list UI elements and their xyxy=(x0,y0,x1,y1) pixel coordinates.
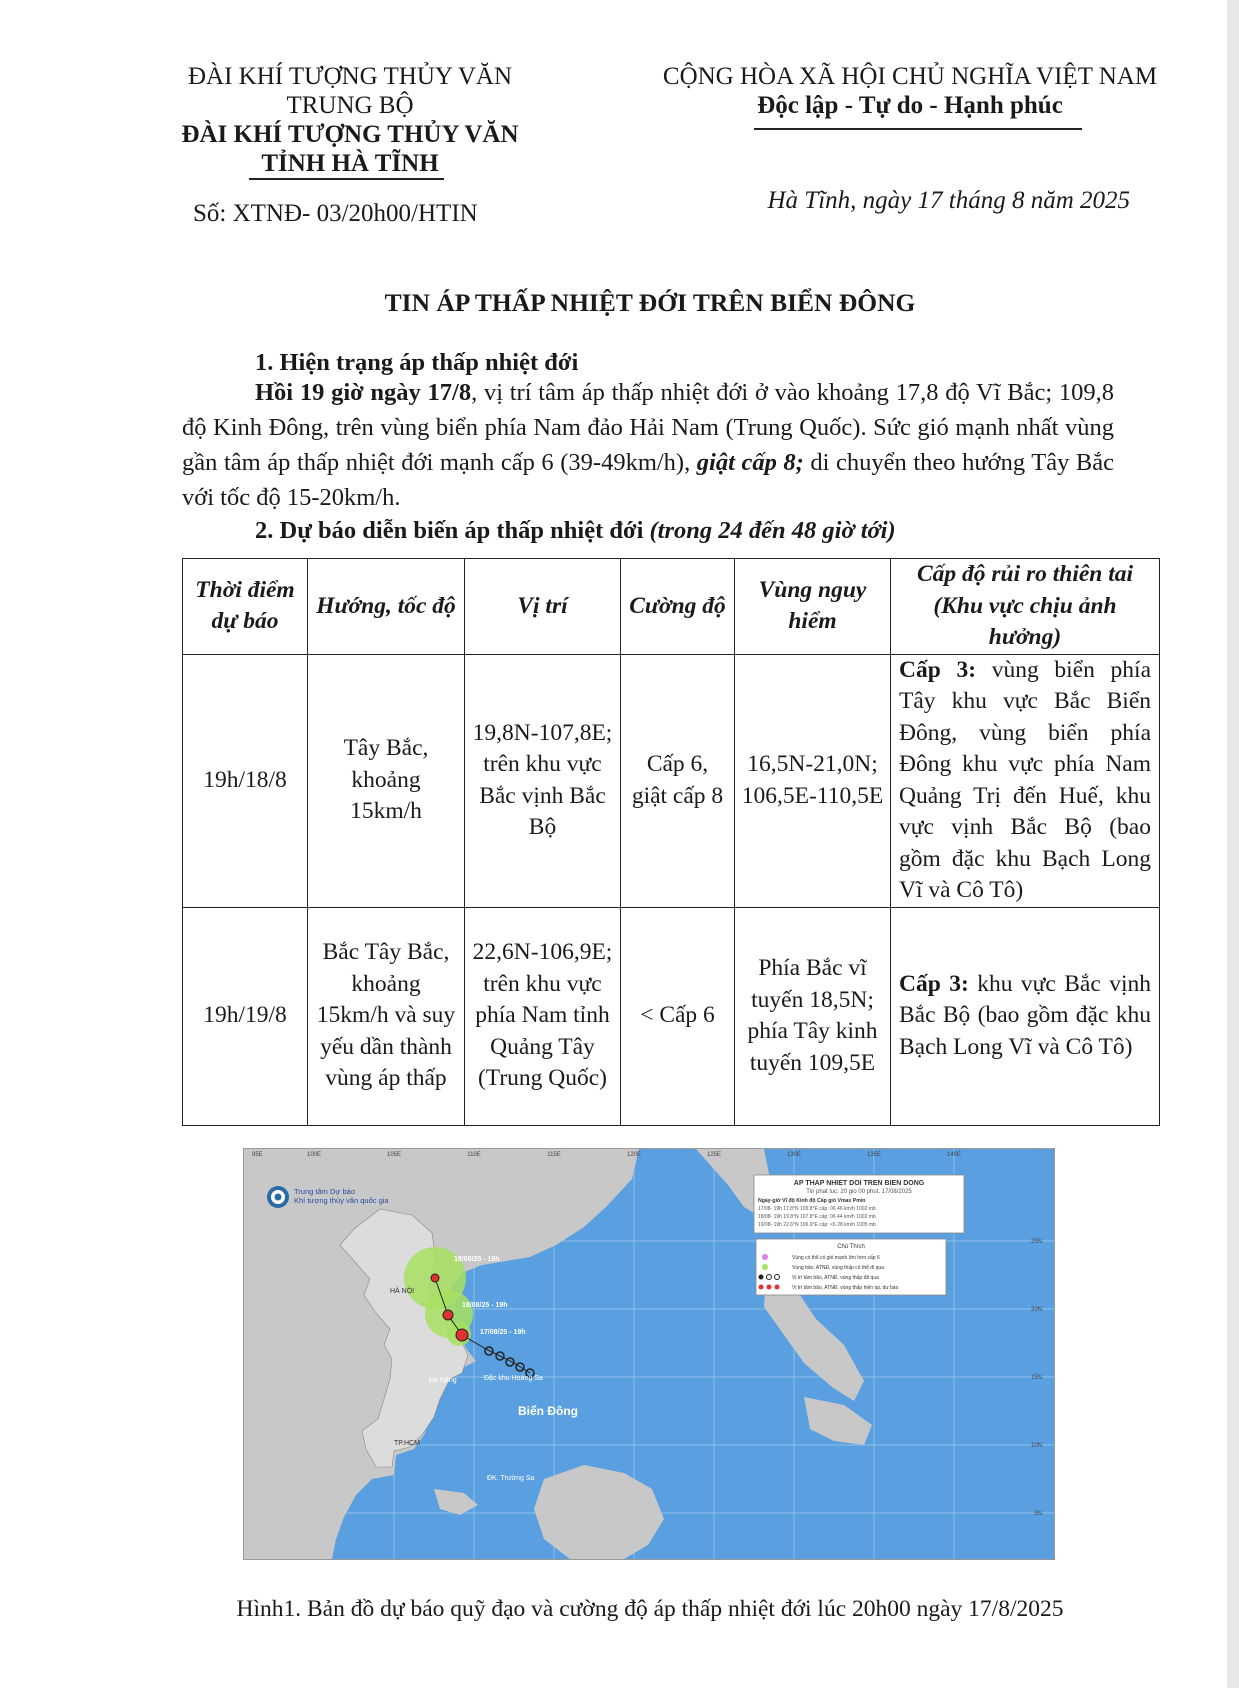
org-line2: TỈNH HÀ TĨNH xyxy=(261,150,439,177)
place-date: Hà Tĩnh, ngày 17 tháng 8 năm 2025 xyxy=(767,187,1130,214)
motto: Độc lập - Tự do - Hạnh phúc xyxy=(757,92,1063,119)
legend-row: 17/08- 19h 17.8°N 109.8°E cấp: 06 46 km/h 1002 mb xyxy=(758,1206,876,1212)
org-parent-line1: ĐÀI KHÍ TƯỢNG THỦY VĂN xyxy=(187,63,512,90)
svg-text:100E: 100E xyxy=(306,1152,322,1158)
svg-text:10N: 10N xyxy=(1030,1443,1042,1449)
cell-direction: Tây Bắc, khoảng 15km/h xyxy=(308,654,465,907)
forecast-map xyxy=(243,1148,1055,1560)
motto-underline xyxy=(754,128,1082,130)
section1-text-part1: , vị trí tâm áp thấp nhiệt đới ở vào khoảng 17,8 độ Vĩ Bắc; 109,8 độ Kinh Đông, trên vùng biển phía Nam đảo Hải Nam (Trung Quốc). Sức gió mạnh nhất vùng gần tâm áp thấp nhiệt đới mạnh cấp 6 (39-49km/h), xyxy=(182,379,1114,476)
svg-text:20N: 20N xyxy=(1030,1307,1042,1313)
legend-row: 19/08- 19h 22.6°N 106.9°E cấp: <6 28 km/h 1005 mb xyxy=(758,1222,876,1228)
header-left xyxy=(150,62,550,178)
org-line1: ĐÀI KHÍ TƯỢNG THỦY VĂN xyxy=(181,121,519,148)
svg-text:135E: 135E xyxy=(866,1152,882,1158)
legend-title: AP THAP NHIET DOI TREN BIEN DONG xyxy=(793,1180,925,1187)
svg-text:5N: 5N xyxy=(1034,1511,1042,1517)
header-intensity: Cường độ xyxy=(621,559,735,655)
legend-key: Vị trí tâm bão, ATNĐ, vùng thấp hiện tại, dự báo xyxy=(792,1285,899,1291)
legend-key-title: Chú Thích xyxy=(837,1244,865,1250)
svg-text:15N: 15N xyxy=(1030,1375,1042,1381)
table-row xyxy=(183,654,1160,907)
legend-key: Vùng bão, ATNĐ, vùng thấp có thể đi qua xyxy=(792,1265,884,1271)
figure-caption: Hình1. Bản đồ dự báo quỹ đạo và cường độ áp thấp nhiệt đới lúc 20h00 ngày 17/8/2025 xyxy=(236,1596,1064,1622)
header-position: Vị trí xyxy=(465,559,621,655)
header-time: Thời điểm dự báo xyxy=(183,559,308,655)
place-hanoi: HÀ NỘI xyxy=(390,1288,415,1295)
svg-text:25N: 25N xyxy=(1030,1239,1042,1245)
cell-danger-zone: Phía Bắc vĩ tuyến 18,5N; phía Tây kinh tuyến 109,5E xyxy=(735,907,891,1125)
org-parent-line2: TRUNG BỘ xyxy=(286,92,414,119)
header-direction: Hướng, tốc độ xyxy=(308,559,465,655)
nation-title: CỘNG HÒA XÃ HỘI CHỦ NGHĨA VIỆT NAM xyxy=(662,63,1158,90)
legend-key: Vùng có thể có gió mạnh lớn hơn cấp 6 xyxy=(792,1255,880,1261)
table-header-row xyxy=(183,559,1160,655)
cell-position: 22,6N-106,9E; trên khu vực phía Nam tỉnh Quảng Tây (Trung Quốc) xyxy=(465,907,621,1125)
svg-text:110E: 110E xyxy=(467,1152,481,1158)
cell-time: 19h/19/8 xyxy=(183,907,308,1125)
risk-level: Cấp 3: xyxy=(899,656,977,683)
cell-intensity: Cấp 6, giật cấp 8 xyxy=(621,654,735,907)
track-label: 17/08/25 - 19h xyxy=(480,1329,526,1336)
risk-area: vùng biển phía Tây khu vực Bắc Biển Đông, vùng biển phía Đông khu vực phía Nam Quảng Trị đến Huế, khu vực vịnh Bắc Bộ (bao gồm đặc khu Bạch Long Vĩ và Cô Tô) xyxy=(899,656,1151,903)
agency-line1: Trung tâm Dự báo xyxy=(294,1187,356,1196)
section1-heading: 1. Hiện trạng áp thấp nhiệt đới xyxy=(255,349,579,376)
legend-columns: Ngày-giờ Vĩ độ Kinh độ Cấp gió Vmax Pmin xyxy=(758,1198,866,1204)
svg-text:120E: 120E xyxy=(626,1152,642,1158)
forecast-position-24h xyxy=(443,1310,453,1320)
svg-text:130E: 130E xyxy=(786,1152,802,1158)
track-label: 18/08/25 - 19h xyxy=(462,1302,508,1309)
doc-number: Số: XTNĐ- 03/20h00/HTIN xyxy=(193,200,478,227)
svg-text:115E: 115E xyxy=(547,1152,561,1158)
legend-issued: Tin phat luc: 20 gio 00 phut, 17/08/2025 xyxy=(806,1189,912,1195)
page-edge xyxy=(1227,0,1239,1688)
section2-heading xyxy=(255,513,1155,548)
forecast-position-48h xyxy=(431,1274,439,1282)
place-danang: Đà Nẵng xyxy=(429,1377,457,1384)
cell-risk xyxy=(891,907,1160,1125)
section2-heading-suffix: (trong 24 đến 48 giờ tới) xyxy=(649,517,896,544)
agency-line2: Khí tượng thủy văn quốc gia xyxy=(294,1196,389,1205)
forecast-table xyxy=(182,558,1160,1126)
gust-level: giật cấp 8; xyxy=(696,449,804,476)
cell-time: 19h/18/8 xyxy=(183,654,308,907)
svg-text:125E: 125E xyxy=(706,1152,722,1158)
cell-direction: Bắc Tây Bắc, khoảng 15km/h và suy yếu dần thành vùng áp thấp xyxy=(308,907,465,1125)
header-risk: Cấp độ rủi ro thiên tai (Khu vực chịu ảnh hưởng) xyxy=(891,559,1160,655)
risk-area: khu vực Bắc vịnh Bắc Bộ (bao gồm đặc khu Bạch Long Vĩ và Cô Tô) xyxy=(899,970,1151,1060)
svg-text:95E: 95E xyxy=(252,1152,263,1158)
cell-risk xyxy=(891,654,1160,907)
cell-position: 19,8N-107,8E; trên khu vực Bắc vịnh Bắc Bộ xyxy=(465,654,621,907)
current-position xyxy=(456,1329,468,1341)
risk-level: Cấp 3: xyxy=(899,970,969,997)
org-underline xyxy=(249,178,444,180)
place-hoangsa: Đặc khu Hoàng Sa xyxy=(484,1375,543,1382)
place-hcm: TP.HCM xyxy=(394,1440,420,1447)
legend-row: 18/08- 19h 19.8°N 107.8°E cấp: 06 44 km/h 1002 mb xyxy=(758,1214,876,1220)
header-danger-zone: Vùng nguy hiểm xyxy=(735,559,891,655)
observation-time: Hồi 19 giờ ngày 17/8 xyxy=(255,379,472,406)
section1-paragraph xyxy=(182,375,1114,515)
svg-text:140E: 140E xyxy=(946,1152,962,1158)
section1-text-part2: di chuyển theo hướng Tây Bắc với tốc độ 15-20km/h. xyxy=(182,449,1114,511)
table-row xyxy=(183,907,1160,1125)
svg-text:105E: 105E xyxy=(386,1152,402,1158)
cell-intensity: < Cấp 6 xyxy=(621,907,735,1125)
header-right xyxy=(640,62,1180,120)
track-label: 19/08/25 - 19h xyxy=(454,1256,500,1263)
place-truongsa: ĐK. Trường Sa xyxy=(487,1475,535,1482)
place-biendong: Biển Đông xyxy=(518,1404,578,1418)
cell-danger-zone: 16,5N-21,0N; 106,5E-110,5E xyxy=(735,654,891,907)
section2-heading-text: 2. Dự báo diễn biến áp thấp nhiệt đới xyxy=(255,517,644,544)
legend-key: Vị trí tâm bão, ATNĐ, vùng thấp đã qua xyxy=(792,1275,879,1281)
document-title: TIN ÁP THẤP NHIỆT ĐỚI TRÊN BIỂN ĐÔNG xyxy=(384,288,916,317)
